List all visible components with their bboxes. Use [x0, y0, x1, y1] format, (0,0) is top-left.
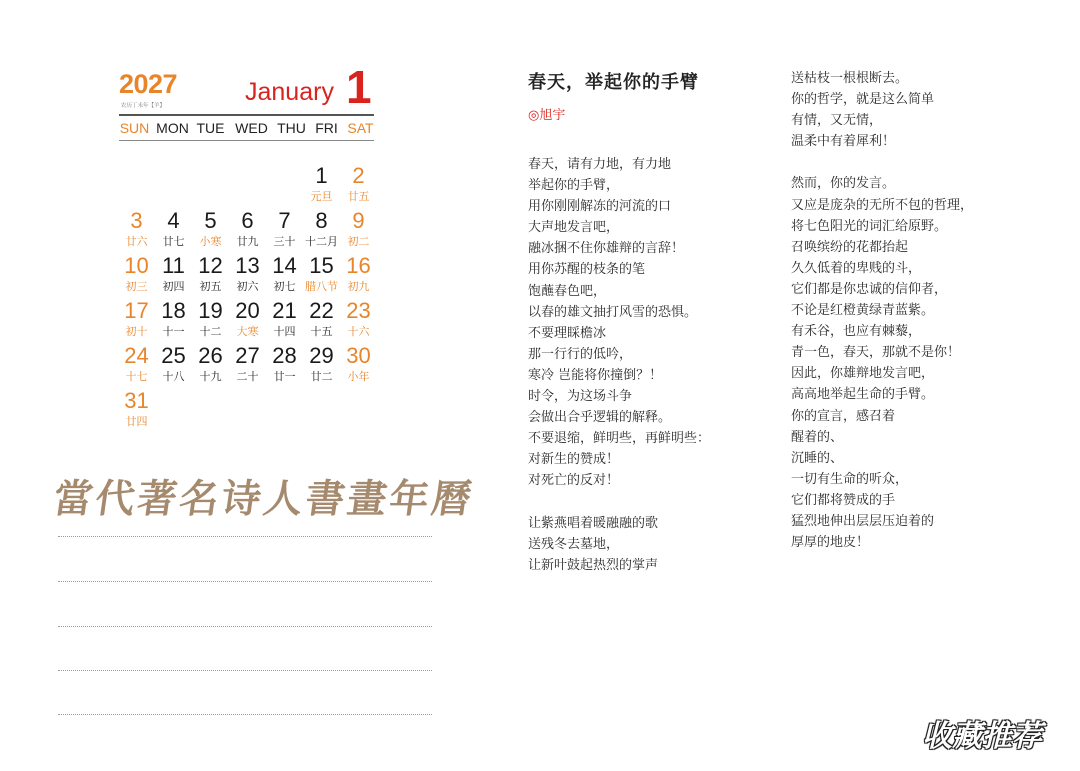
weekday-rule: [119, 140, 374, 141]
lunar-date: 廿九: [236, 235, 259, 248]
poem-line: 沉睡的、: [791, 450, 844, 466]
poem-line: 醒着的、: [791, 429, 844, 445]
day-number: 7: [278, 208, 291, 233]
poem-line: 一切有生命的听众，: [791, 471, 909, 487]
lunar-date: 小年: [347, 370, 370, 383]
day-number: 21: [272, 298, 297, 323]
calendar-day: [118, 389, 155, 429]
poem-line: 用你苏醒的枝条的笔: [528, 262, 646, 278]
day-number: 1: [315, 163, 328, 188]
lunar-date: 三十: [273, 235, 296, 248]
day-number: 5: [204, 208, 217, 233]
poem-line: 融冰捆不住你雄辩的言辞！: [528, 241, 685, 257]
poem-line: 你的宣言，感召着: [791, 408, 896, 424]
poem-line: 它们都是你忠诚的信仰者，: [791, 281, 948, 297]
calendar-day: [266, 209, 303, 249]
watermark: 收藏推荐: [922, 719, 1042, 754]
day-number: 10: [124, 253, 149, 278]
day-number: 30: [346, 343, 371, 368]
lunar-date: 初六: [236, 280, 259, 293]
calendar-day: [229, 209, 266, 249]
poem-title: 春天，举起你的手臂: [528, 72, 699, 93]
lunar-date: 廿二: [310, 370, 333, 383]
lunar-date: 廿四: [125, 415, 148, 428]
poem-line: 寒冷 岂能将你撞倒？！: [528, 367, 663, 383]
poem-column-1: [528, 154, 710, 576]
day-number: 24: [124, 343, 149, 368]
day-number: 29: [309, 343, 334, 368]
calendar-day: [155, 299, 192, 339]
lunar-date: 腊八节: [305, 280, 338, 293]
note-line: [58, 714, 432, 715]
poem-line: 用你刚刚解冻的河流的口: [528, 199, 672, 215]
day-number: 11: [162, 253, 185, 278]
lunar-date: 初四: [162, 280, 185, 293]
day-number: 16: [346, 253, 371, 278]
weekday-sun: SUN: [119, 120, 150, 136]
poem-line: 对新生的赞成！: [528, 452, 620, 468]
poem-line: 高高地举起生命的手臂。: [791, 387, 935, 403]
lunar-date: 十二: [199, 325, 222, 338]
calendar-day: [192, 254, 229, 294]
calendar-day: [192, 344, 229, 384]
calendar-day: [303, 254, 340, 294]
poem-line: 不要理睬檐冰: [528, 325, 607, 341]
poem-line: [791, 152, 973, 173]
calendar-day: [229, 344, 266, 384]
note-line: [58, 670, 432, 671]
day-number: 9: [352, 208, 365, 233]
weekday-fri: FRI: [315, 120, 338, 136]
poem-line: 送残冬去墓地，: [528, 536, 620, 552]
lunar-date: 廿一: [273, 370, 296, 383]
weekday-thu: THU: [277, 120, 306, 136]
day-number: 14: [272, 253, 297, 278]
poem-line: 对死亡的反对！: [528, 473, 620, 489]
poem-line: 将七色阳光的词汇给原野。: [791, 218, 948, 234]
day-number: 13: [235, 253, 260, 278]
header-rule: [119, 114, 374, 116]
poem-line: 你的哲学，就是这么简单: [791, 92, 935, 108]
calendar-day: [266, 254, 303, 294]
lunar-date: 十七: [125, 370, 148, 383]
lunar-date: 二十: [236, 370, 259, 383]
poem-line: 让新叶鼓起热烈的掌声: [528, 557, 659, 573]
lunar-date: 廿五: [347, 190, 370, 203]
lunar-date: 初七: [273, 280, 296, 293]
calendar-day: [192, 299, 229, 339]
poem-line: 让紫燕唱着暖融融的歌: [528, 515, 659, 531]
calendar-day: [118, 254, 155, 294]
poem-author: ◎旭宇: [528, 108, 566, 123]
poem-line: 又应是庞杂的无所不包的哲理，: [791, 197, 974, 213]
calendar-month: January: [245, 78, 334, 106]
calendar-day: [303, 164, 340, 204]
day-number: 17: [124, 298, 149, 323]
day-number: 23: [346, 298, 371, 323]
poem-line: 大声地发言吧，: [528, 220, 620, 236]
calendar-month-number: 1: [346, 61, 372, 113]
day-number: 28: [272, 343, 297, 368]
day-number: 15: [309, 253, 334, 278]
poem-line: 饱蘸春色吧，: [528, 283, 607, 299]
note-line: [58, 581, 432, 582]
calendar-day: [303, 209, 340, 249]
poem-line: 猛烈地伸出层层压迫着的: [791, 513, 935, 529]
poem-line: [528, 492, 710, 513]
calendar-day: [303, 344, 340, 384]
calendar-day: [155, 209, 192, 249]
lunar-date: 十二月: [305, 235, 338, 248]
day-number: 8: [315, 208, 328, 233]
calendar-day: [118, 344, 155, 384]
day-number: 20: [235, 298, 260, 323]
day-number: 26: [198, 343, 223, 368]
calendar-day: [303, 299, 340, 339]
lunar-date: 初三: [125, 280, 148, 293]
weekday-wed: WED: [235, 120, 268, 136]
poem-line: 不论是红橙黄绿青蓝紫。: [791, 303, 935, 319]
day-number: 18: [161, 298, 186, 323]
calendar-day: [266, 299, 303, 339]
day-number: 27: [235, 343, 260, 368]
day-number: 12: [198, 253, 223, 278]
calendar-year: 2027: [119, 69, 178, 99]
poem-line: 举起你的手臂，: [528, 178, 620, 194]
calendar-day: [340, 164, 377, 204]
lunar-date: 初十: [125, 325, 148, 338]
calendar-day: [155, 254, 192, 294]
poem-line: 它们都将赞成的手: [791, 492, 896, 508]
lunar-date: 十九: [199, 370, 222, 383]
poem-line: 不要退缩，鲜明些，再鲜明些：: [528, 431, 711, 447]
lunar-date: 廿六: [125, 235, 148, 248]
lunar-date: 初二: [347, 235, 370, 248]
poem-line: 久久低着的卑贱的斗，: [791, 260, 922, 276]
poem-line: 有禾谷，也应有棘藜，: [791, 324, 922, 340]
calendar-day: [340, 209, 377, 249]
day-number: 6: [241, 208, 254, 233]
day-number: 4: [167, 208, 180, 233]
lunar-date: 十一: [162, 325, 185, 338]
calendar-day: [155, 344, 192, 384]
poem-line: 青一色，春天，那就不是你！: [791, 345, 961, 361]
note-line: [58, 626, 432, 627]
lunar-date: 元旦: [310, 190, 333, 203]
poem-line: 温柔中有着犀利！: [791, 134, 896, 150]
note-line: [58, 536, 432, 537]
poem-line: 春天，请有力地，有力地: [528, 157, 672, 172]
lunar-date: 十五: [310, 325, 333, 338]
poem-column-2: [791, 68, 973, 553]
lunar-date: 大寒: [236, 325, 259, 338]
poem-line: 因此，你雄辩地发言吧，: [791, 366, 935, 382]
poem-line: 那一行行的低吟，: [528, 346, 633, 362]
calendar-day: [340, 344, 377, 384]
lunar-date: 初五: [199, 280, 222, 293]
calendar-day: [266, 344, 303, 384]
weekday-mon: MON: [156, 120, 189, 136]
poem-line: 厚厚的地皮！: [791, 535, 870, 551]
day-number: 31: [124, 388, 149, 413]
calendar-day: [118, 209, 155, 249]
calendar-day: [118, 299, 155, 339]
calendar-day: [340, 299, 377, 339]
lunar-date: 十六: [347, 325, 370, 338]
calligraphy-title: 當代著名诗人書畫年曆: [50, 476, 477, 522]
lunar-date: 廿七: [162, 235, 185, 248]
day-number: 2: [352, 163, 365, 188]
poem-line: 送枯枝一根根断去。: [791, 71, 909, 86]
day-number: 3: [130, 208, 143, 233]
weekday-sat: SAT: [347, 120, 374, 136]
poem-line: 召唤缤纷的花都抬起: [791, 239, 909, 255]
poem-line: 然而，你的发言。: [791, 176, 896, 192]
poem-line: 时令，为这场斗争: [528, 389, 633, 405]
lunar-date: 初九: [347, 280, 370, 293]
poem-line: 有情，又无情，: [791, 113, 883, 129]
calendar-day: [192, 209, 229, 249]
lunar-date: 十四: [273, 325, 296, 338]
calendar-day: [229, 254, 266, 294]
poem-line: 以春的雄文抽打风雪的恐惧。: [528, 304, 698, 320]
weekday-tue: TUE: [196, 120, 225, 136]
poem-line: 会做出合乎逻辑的解释。: [528, 410, 672, 426]
day-number: 22: [309, 298, 334, 323]
lunar-year-label: 农历丁未年【羊】: [121, 103, 166, 109]
lunar-date: 小寒: [199, 235, 222, 248]
day-number: 19: [198, 298, 223, 323]
day-number: 25: [161, 343, 186, 368]
calendar-day: [229, 299, 266, 339]
calendar-day: [340, 254, 377, 294]
lunar-date: 十八: [162, 370, 185, 383]
